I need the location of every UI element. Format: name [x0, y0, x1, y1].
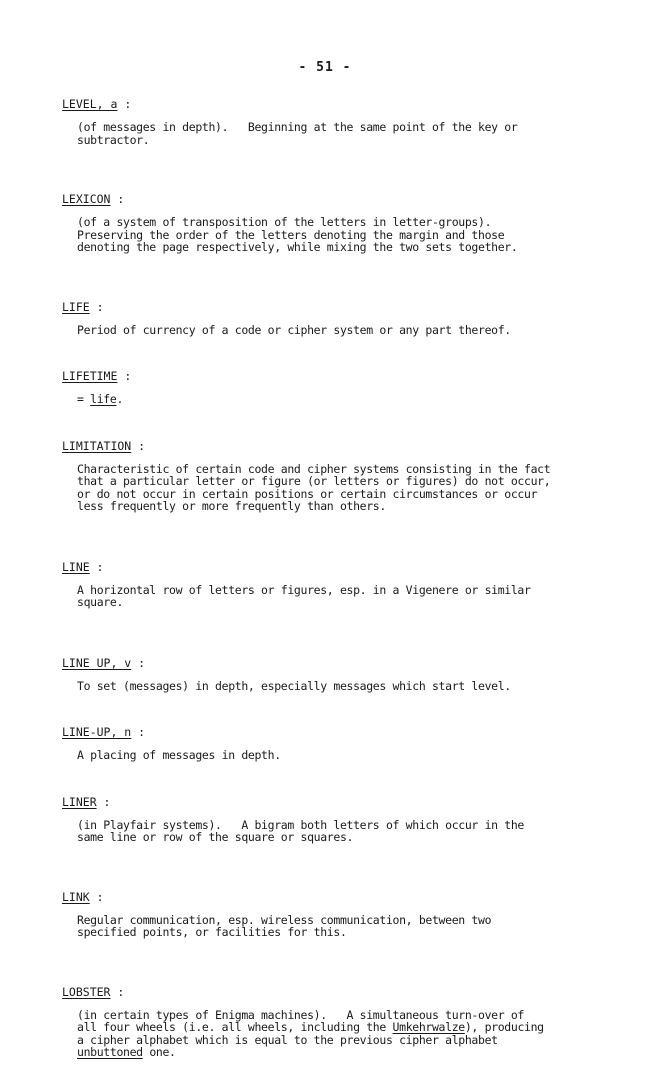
definition-line: (in certain types of Enigma machines). A simultaneous turn-over of: [77, 1007, 525, 1022]
glossary-entry: [62, 439, 622, 513]
definition-line: A placing of messages in depth.: [77, 748, 281, 762]
definition-line: same line or row of the square or squares.: [77, 830, 354, 844]
entry-definition: [77, 680, 622, 693]
entry-term: LOBSTER :: [62, 984, 125, 999]
entry-definition: [77, 584, 622, 609]
entry-definition: [77, 324, 622, 337]
glossary-entry: [62, 795, 622, 844]
glossary-entry: [62, 300, 622, 337]
entry-term: LINE-UP, n :: [62, 725, 146, 739]
definition-line: A horizontal row of letters or figures, esp. in a Vigenere or similar: [77, 582, 531, 597]
entry-term: LINE :: [62, 559, 104, 574]
definition-line: that a particular letter or figure (or letters or figures) do not occur,: [77, 474, 551, 488]
entry-term: LIFETIME :: [62, 369, 132, 383]
entry-definition: [77, 121, 622, 146]
definition-line: = life.: [77, 392, 124, 406]
glossary-entry: [62, 725, 622, 762]
glossary-entry: [62, 97, 622, 146]
definition-line: Characteristic of certain code and cipher systems consisting in the fact: [77, 461, 551, 476]
definition-line: a cipher alphabet which is equal to the previous cipher alphabet: [77, 1032, 498, 1047]
glossary-entry: [62, 369, 622, 406]
glossary-entry: [62, 890, 622, 939]
entry-term: LINER :: [62, 794, 111, 809]
definition-line: (in Playfair systems). A bigram both letters of which occur in the: [77, 817, 525, 832]
glossary-entry: [62, 985, 622, 1059]
glossary-entries: [62, 97, 622, 1059]
entry-definition: [77, 463, 622, 513]
glossary-entry: [62, 560, 622, 609]
entry-term: LEXICON :: [62, 192, 125, 206]
definition-line: unbuttoned one.: [77, 1045, 176, 1059]
definition-line: or do not occur in certain positions or certain circumstances or occur: [77, 486, 538, 501]
entry-definition: [77, 393, 622, 406]
entry-definition: [77, 1009, 622, 1059]
entry-definition: [77, 749, 622, 762]
definition-line: subtractor.: [77, 132, 150, 147]
definition-line: Period of currency of a code or cipher system or any part thereof.: [77, 322, 511, 337]
page-number: - 51 -: [298, 60, 352, 75]
definition-line: Regular communication, esp. wireless communication, between two: [77, 912, 492, 927]
entry-term: LIFE :: [62, 299, 104, 314]
definition-line: To set (messages) in depth, especially messages which start level.: [77, 678, 511, 693]
entry-definition: [77, 216, 622, 254]
definition-line: all four wheels (i.e. all wheels, including the Umkehrwalze), producing: [77, 1020, 544, 1034]
entry-term: LINK :: [62, 889, 104, 904]
definition-line: denoting the page respectively, while mixing the two sets together.: [77, 240, 518, 254]
definition-line: (of a system of transposition of the letters in letter-groups).: [77, 215, 492, 229]
definition-line: less frequently or more frequently than others.: [77, 499, 386, 513]
definition-line: (of messages in depth). Beginning at the same point of the key or: [77, 120, 518, 134]
definition-line: specified points, or facilities for this.: [77, 925, 347, 939]
definition-line: square.: [77, 595, 124, 609]
entry-term: LINE UP, v :: [62, 655, 146, 670]
entry-definition: [77, 914, 622, 939]
definition-line: Preserving the order of the letters denoting the margin and those: [77, 227, 505, 242]
entry-term: LIMITATION :: [62, 438, 146, 453]
entry-term: LEVEL, a :: [62, 97, 132, 111]
entry-definition: [77, 819, 622, 844]
glossary-entry: [62, 192, 622, 254]
glossary-entry: [62, 656, 622, 693]
